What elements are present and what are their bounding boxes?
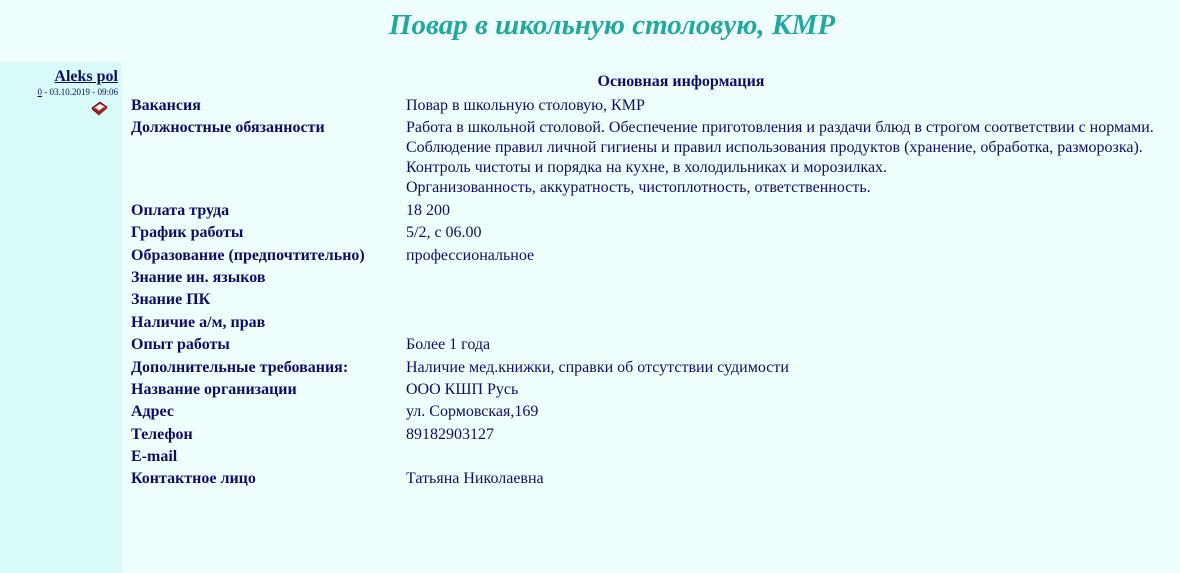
author-link[interactable]: Aleks pol [54, 68, 118, 85]
info-row-value [406, 290, 1180, 310]
info-row [131, 223, 1180, 243]
info-row-value: Более 1 года [406, 336, 491, 354]
info-row-label: Знание ПК [131, 291, 211, 309]
info-row-label: Оплата труда [131, 201, 230, 219]
info-row [131, 425, 1180, 445]
info-row [131, 246, 1180, 266]
info-row-value: 18 200 [406, 201, 450, 219]
section-title: Основная информация [597, 73, 765, 90]
info-row-label: Контактное лицо [131, 470, 256, 488]
info-row-value: Работа в школьной столовой. Обеспечение приготовления и раздачи блюд в строгом соответствии с нормами. Соблюдение правил личной гигиены и правил использования продуктов (хранение, обработка, разморозка). Контроль чистоты и порядка на кухне, в холодильниках и морозилках. Организованность, аккуратность, чистоплотность, ответственность. [406, 119, 1154, 197]
info-row-value: ООО КШП Русь [406, 380, 519, 398]
info-row-label: Должностные обязанности [131, 119, 325, 137]
info-row-value [406, 447, 1180, 467]
author-panel [0, 62, 122, 573]
info-row [131, 118, 1180, 198]
mail-icon[interactable] [91, 100, 108, 117]
info-row-label: Название организации [131, 380, 297, 398]
info-row-value: ул. Сормовская,169 [406, 403, 539, 421]
info-row [131, 358, 1180, 378]
info-row-value: 5/2, с 06.00 [406, 224, 482, 242]
info-row-label: Знание ин. языков [131, 268, 266, 286]
info-row-value: 89182903127 [406, 425, 494, 443]
info-row-label: Образование (предпочтительно) [131, 246, 365, 264]
info-row-label: Вакансия [131, 97, 201, 114]
info-row [131, 447, 1180, 467]
info-row [131, 469, 1180, 489]
info-rows [131, 96, 1180, 492]
info-row-value: профессиональное [406, 246, 535, 264]
info-row-value: Наличие мед.книжки, справки об отсутствии судимости [406, 358, 789, 376]
info-row [131, 268, 1180, 288]
reply-count-link[interactable]: 0 [37, 87, 42, 97]
info-row [131, 313, 1180, 333]
info-row-value [406, 268, 1180, 288]
info-row [131, 402, 1180, 422]
info-row-label: Адрес [131, 403, 174, 421]
info-row [131, 96, 1180, 116]
info-row-value: Повар в школьную столовую, КМР [406, 97, 645, 114]
info-row-label: E-mail [131, 448, 178, 466]
info-row [131, 380, 1180, 400]
info-row [131, 290, 1180, 310]
post-date: - 03.10.2019 - 09:06 [42, 87, 118, 97]
info-row-value [406, 313, 1180, 333]
info-row-value: Татьяна Николаевна [406, 470, 544, 488]
info-row-label: Наличие а/м, прав [131, 313, 266, 331]
info-row [131, 201, 1180, 221]
page-title: Повар в школьную столовую, КМР [388, 9, 836, 41]
info-row [131, 335, 1180, 355]
info-row-label: Опыт работы [131, 336, 230, 354]
info-row-label: Телефон [131, 425, 193, 443]
info-row-label: График работы [131, 224, 244, 242]
post-meta [38, 87, 119, 97]
info-row-label: Дополнительные требования: [131, 358, 349, 376]
